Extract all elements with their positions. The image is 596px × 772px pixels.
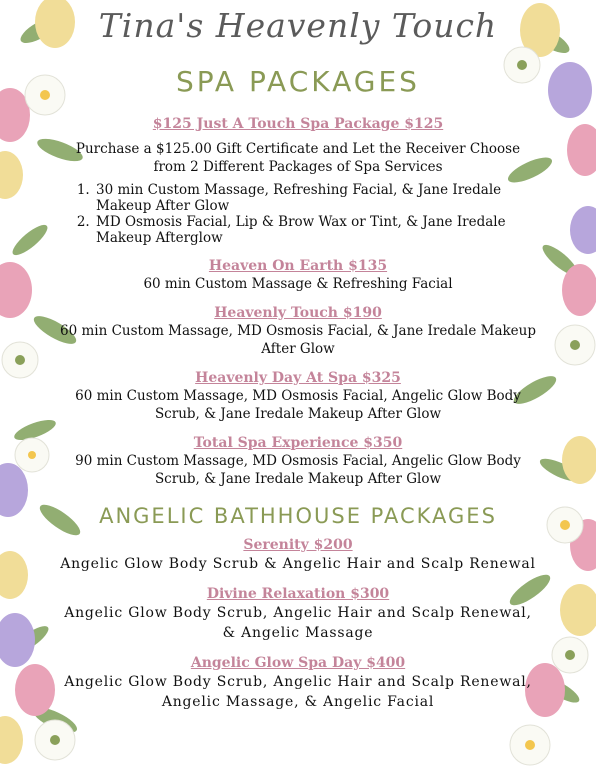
package-heading: Heavenly Touch $190 [214,305,382,321]
package-divine-relaxation [60,586,536,643]
package-serenity [60,537,536,574]
package-description: 90 min Custom Massage, MD Osmosis Facial, Angelic Glow Body Scrub, & Jane Iredale Makeup After Glow [75,453,521,487]
package-angelic-glow-spa-day [60,655,536,712]
package-description: 60 min Custom Massage & Refreshing Facial [143,276,453,292]
package-description: Angelic Glow Body Scrub & Angelic Hair and Scalp Renewal [60,556,536,572]
page-title: SPA PACKAGES [176,65,420,98]
package-description: Angelic Glow Body Scrub, Angelic Hair and Scalp Renewal, & Angelic Massage [64,605,532,641]
package-options-list [60,182,536,246]
package-heading: Total Spa Experience $350 [193,435,403,451]
package-heavenly-day [60,370,536,423]
package-just-a-touch [60,116,536,246]
package-description: 60 min Custom Massage, MD Osmosis Facial, Angelic Glow Body Scrub, & Jane Iredale Makeup After Glow [75,388,521,422]
bathhouse-section-title: ANGELIC BATHHOUSE PACKAGES [99,504,497,528]
package-description: Angelic Glow Body Scrub, Angelic Hair and Scalp Renewal, Angelic Massage, & Angelic Facial [64,674,532,710]
package-total-spa [60,435,536,488]
list-item: 1. 30 min Custom Massage, Refreshing Facial, & Jane Iredale Makeup After Glow [94,182,536,214]
package-heading: Divine Relaxation $300 [206,586,390,602]
brand-name: Tina's Heavenly Touch [98,6,498,45]
package-heaven-on-earth [60,258,536,293]
package-heavenly-touch [60,305,536,358]
package-heading: Heaven On Earth $135 [208,258,388,274]
package-heading: Heavenly Day At Spa $325 [195,370,401,386]
package-description: 60 min Custom Massage, MD Osmosis Facial, & Jane Iredale Makeup After Glow [60,323,537,357]
package-heading: Angelic Glow Spa Day $400 [190,655,406,671]
package-heading: $125 Just A Touch Spa Package $125 [152,116,444,132]
menu-content [60,0,536,712]
package-heading: Serenity $200 [243,537,353,553]
package-description: Purchase a $125.00 Gift Certificate and Let the Receiver Choose from 2 Different Packages of Spa Services [75,141,521,175]
list-item: 2. MD Osmosis Facial, Lip & Brow Wax or Tint, & Jane Iredale Makeup Afterglow [94,214,536,246]
